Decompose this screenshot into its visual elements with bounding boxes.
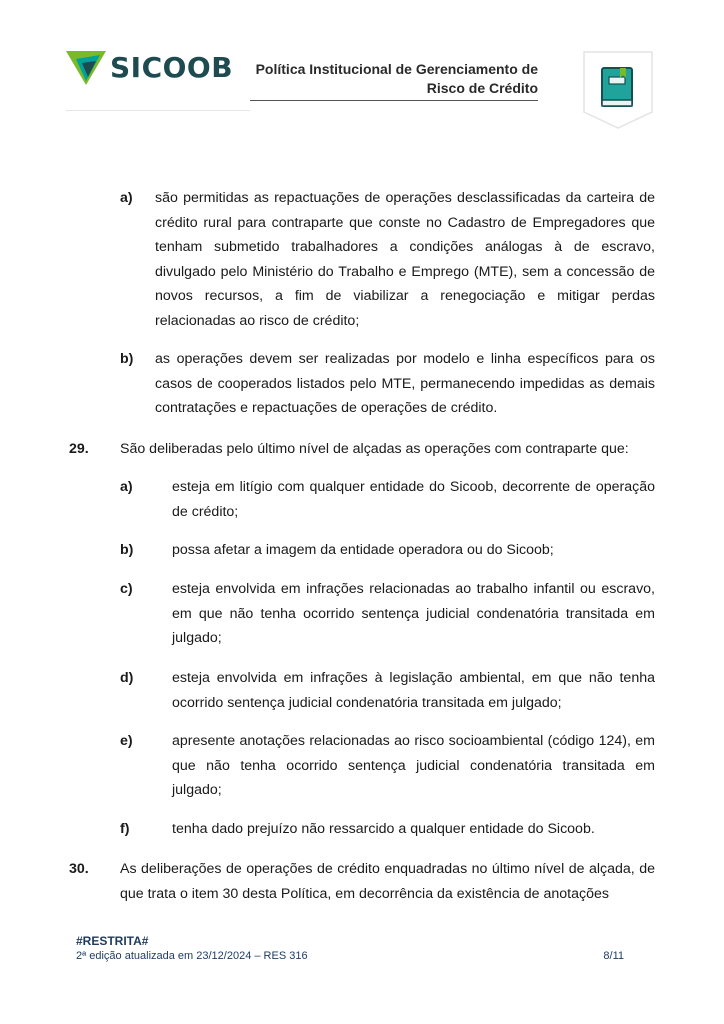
item-text: tenha dado prejuízo não ressarcido a qualquer entidade do Sicoob. <box>172 821 595 837</box>
item-text: São deliberadas pelo último nível de alçadas as operações com contraparte que: <box>120 441 629 457</box>
edition-note: 2ª edição atualizada em 23/12/2024 – RES 316 <box>76 950 308 962</box>
item-marker: b) <box>120 351 134 367</box>
item-number: 29. <box>69 441 89 457</box>
document-badge <box>582 50 654 130</box>
item-marker: c) <box>120 581 133 597</box>
item-marker: a) <box>120 479 133 495</box>
document-title <box>250 60 538 101</box>
header-divider <box>66 110 250 111</box>
item-marker: f) <box>120 821 130 837</box>
item-text: apresente anotações relacionadas ao risco socioambiental (código 124), em que não tenha ocorrido sentença judicial condenatória transitada em julgado; <box>172 733 655 798</box>
item-text: as operações devem ser realizadas por modelo e linha específicos para os casos de cooperados listados pelo MTE, permanecendo impedidas as demais contratações e repactuações de operações de crédito. <box>155 351 655 416</box>
item-text: esteja em litígio com qualquer entidade do Sicoob, decorrente de operação de crédito; <box>172 479 655 520</box>
item-number: 30. <box>69 861 89 877</box>
item-text: esteja envolvida em infrações relacionadas ao trabalho infantil ou escravo, em que não tenha ocorrido sentença judicial condenatória transitada em julgado; <box>172 581 655 646</box>
item-text: possa afetar a imagem da entidade operadora ou do Sicoob; <box>172 542 554 558</box>
item-marker: d) <box>120 670 134 686</box>
book-icon <box>602 68 632 106</box>
item-marker: e) <box>120 733 133 749</box>
sicoob-logo-icon <box>66 51 106 85</box>
document-title-line-1: Política Institucional de Gerenciamento de <box>255 61 538 77</box>
page-header <box>0 0 724 130</box>
item-text: As deliberações de operações de crédito enquadradas no último nível de alçada, de que trata o item 30 desta Política, em decorrência da existência de anotações <box>120 861 655 902</box>
item-marker: b) <box>120 542 134 558</box>
item-text: são permitidas as repactuações de operações desclassificadas da carteira de crédito rural para contraparte que conste no Cadastro de Empregadores que tenham submetido trabalhadores a condições análogas à de escravo, divulgado pelo Ministério do Trabalho e Emprego (MTE), sem a concessão de novos recursos, a fim de viabilizar a renegociação e mitigar perdas relacionadas ao risco de crédito; <box>155 190 655 329</box>
document-title-line-2: Risco de Crédito <box>426 80 538 96</box>
sicoob-logo <box>66 48 233 88</box>
logo-wordmark: SICOOB <box>110 51 234 84</box>
item-marker: a) <box>120 190 133 206</box>
item-text: esteja envolvida em infrações à legislação ambiental, em que não tenha ocorrido sentença judicial condenatória transitada em julgado; <box>172 670 655 711</box>
classification-tag: #RESTRITA# <box>76 934 149 948</box>
page-number: 8/11 <box>603 950 624 962</box>
